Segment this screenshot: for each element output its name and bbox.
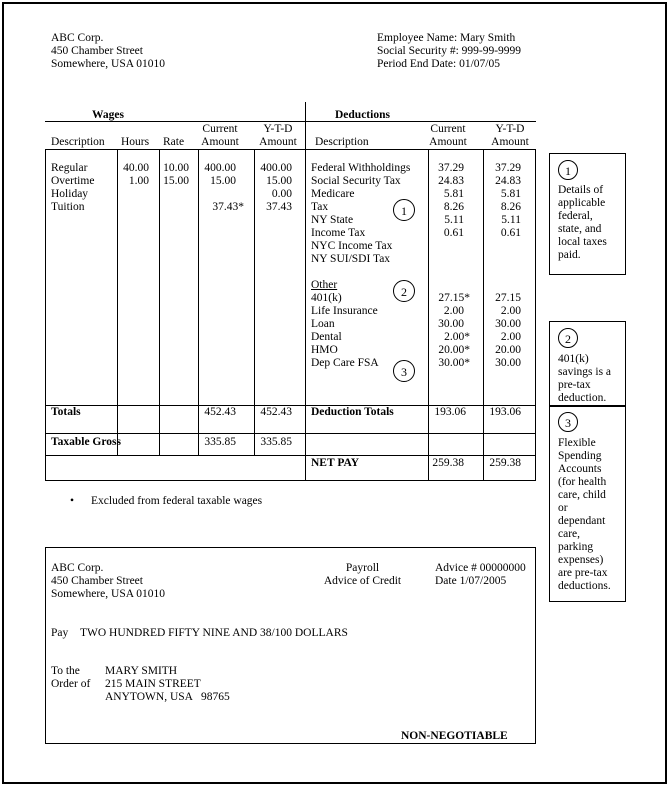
note-2-marker: 2 — [558, 328, 578, 348]
to-the-label: To the — [51, 665, 80, 677]
pay-amount-words: TWO HUNDRED FIFTY NINE AND 38/100 DOLLARS — [80, 627, 348, 639]
wages-current-column — [198, 162, 244, 214]
deduction-description: Federal Withholdings — [311, 162, 411, 174]
wages-header-description: Description — [51, 136, 105, 148]
taxable-gross-ytd: 335.85 — [260, 436, 292, 448]
period-end-date: Period End Date: 01/07/05 — [377, 58, 500, 70]
deduction-ytd: 20.00 — [495, 344, 521, 356]
advice-number: Advice # 00000000 — [435, 562, 526, 574]
deductions-tax-current — [428, 162, 464, 240]
deduction-current: 5.81 — [443, 188, 464, 200]
wage-description: Overtime — [51, 175, 95, 187]
deductions-header-ytd-2: Amount — [491, 136, 529, 148]
deduction-current: 0.61 — [443, 227, 464, 239]
deductions-header-current-1: Current — [430, 123, 466, 135]
note-1-marker: 1 — [558, 160, 578, 180]
wages-hours-column — [117, 162, 149, 188]
wages-header-hours: Hours — [121, 136, 150, 148]
deductions-other-ytd — [483, 292, 521, 370]
deduction-current: 27.15* — [438, 292, 470, 304]
deductions-tax-ytd — [483, 162, 521, 240]
wages-rate-column — [159, 162, 189, 188]
employee-name: Employee Name: Mary Smith — [377, 32, 516, 44]
deduction-ytd: 0.61 — [500, 227, 521, 239]
deductions-header-current-2: Amount — [429, 136, 467, 148]
deduction-ytd: 2.00 — [500, 305, 521, 317]
deduction-current: 2.00 — [443, 305, 464, 317]
deduction-ytd: 5.11 — [501, 214, 521, 226]
wage-current-empty — [198, 188, 236, 201]
deduction-description: 401(k) — [311, 292, 342, 304]
deduction-description: Dental — [311, 331, 342, 343]
deduction-current: 30.00 — [438, 318, 464, 330]
advice-payroll: Payroll — [345, 562, 380, 574]
deduction-current: 8.26 — [443, 201, 464, 213]
wage-rate: 10.00 — [163, 162, 189, 174]
note-3-text: Flexible Spending Accounts (for health care, child or dependant care, parking expenses) are pre-tax deductions. — [558, 437, 611, 592]
deduction-ytd: 8.26 — [500, 201, 521, 213]
deduction-current: 20.00* — [438, 344, 470, 356]
deduction-current: 30.00* — [438, 357, 470, 369]
non-negotiable-stamp: NON-NEGOTIABLE — [401, 730, 508, 742]
wage-description: Holiday — [51, 188, 89, 200]
net-pay-ytd: 259.38 — [489, 457, 521, 469]
wages-totals-current: 452.43 — [204, 406, 236, 418]
payee-street: 215 MAIN STREET — [105, 678, 201, 690]
note-2-text: 401(k) savings is a pre-tax deduction. — [558, 353, 612, 404]
wage-ytd: 0.00 — [271, 188, 292, 200]
deduction-description: Medicare — [311, 188, 355, 200]
wages-totals-ytd: 452.43 — [260, 406, 292, 418]
deduction-description: NY State — [311, 214, 354, 226]
deduction-ytd: 30.00 — [495, 318, 521, 330]
order-of-label: Order of — [51, 678, 91, 690]
employee-ssn: Social Security #: 999-99-9999 — [377, 45, 522, 57]
deduction-description: Life Insurance — [311, 305, 378, 317]
deduction-totals-ytd: 193.06 — [489, 406, 521, 418]
footnote-bullet: • — [70, 495, 75, 507]
taxable-gross-current: 335.85 — [204, 436, 236, 448]
callout-3-marker: 3 — [393, 360, 415, 382]
deductions-other-current — [428, 292, 470, 370]
deductions-other-descriptions — [311, 292, 379, 370]
wage-hours: 1.00 — [128, 175, 149, 187]
advice-employer-name: ABC Corp. — [51, 562, 104, 574]
deduction-ytd: 24.83 — [495, 175, 521, 187]
wage-ytd: 400.00 — [260, 162, 292, 174]
deduction-description: Social Security Tax — [311, 175, 401, 187]
wages-header-current-2: Amount — [201, 136, 239, 148]
deduction-description: Loan — [311, 318, 335, 330]
deduction-description: Income Tax — [311, 227, 366, 239]
deduction-description: HMO — [311, 344, 338, 356]
other-deductions-label: Other — [311, 279, 338, 291]
note-1-text: Details of applicable federal, state, and local taxes paid. — [558, 184, 607, 261]
deduction-current: 24.83 — [438, 175, 464, 187]
wages-header-current-1: Current — [202, 123, 238, 135]
callout-2-marker: 2 — [393, 280, 415, 302]
deductions-header-ytd-1: Y-T-D — [495, 123, 525, 135]
wage-description: Regular — [51, 162, 88, 174]
wages-title: Wages — [92, 109, 124, 121]
deduction-totals-label: Deduction Totals — [311, 406, 394, 418]
wages-totals-label: Totals — [51, 406, 81, 418]
note-3-box — [549, 406, 626, 602]
wages-header-ytd-2: Amount — [259, 136, 297, 148]
wage-current: 400.00 — [204, 162, 236, 174]
wage-ytd: 37.43 — [266, 201, 292, 213]
employer-street: 450 Chamber Street — [51, 45, 143, 57]
wage-current: 37.43* — [212, 201, 244, 213]
deduction-current: 37.29 — [438, 162, 464, 174]
deduction-description: NY SUI/SDI Tax — [311, 253, 391, 265]
advice-date: Date 1/07/2005 — [435, 575, 507, 587]
deduction-ytd: 5.81 — [500, 188, 521, 200]
payee-name: MARY SMITH — [105, 665, 178, 677]
note-3-marker: 3 — [558, 412, 578, 432]
net-pay-label: NET PAY — [311, 457, 360, 469]
wage-rate: 15.00 — [163, 175, 189, 187]
deduction-description: NYC Income Tax — [311, 240, 393, 252]
wage-ytd: 15.00 — [266, 175, 292, 187]
deduction-ytd: 27.15 — [495, 292, 521, 304]
advice-employer-street: 450 Chamber Street — [51, 575, 143, 587]
payee-city: ANYTOWN, USA 98765 — [105, 691, 230, 703]
deduction-totals-current: 193.06 — [434, 406, 466, 418]
wage-description: Tuition — [51, 201, 85, 213]
deduction-description: Tax — [311, 201, 329, 213]
pay-label: Pay — [51, 627, 69, 639]
deduction-current: 2.00* — [444, 331, 470, 343]
advice-employer-city: Somewhere, USA 01010 — [51, 588, 166, 600]
wages-description-column — [51, 162, 94, 214]
wages-header-rate: Rate — [163, 136, 185, 148]
deductions-header-description: Description — [315, 136, 369, 148]
wage-current: 15.00 — [210, 175, 236, 187]
taxable-gross-label: Taxable Gross — [51, 436, 121, 448]
employer-city: Somewhere, USA 01010 — [51, 58, 166, 70]
wages-header-ytd-1: Y-T-D — [263, 123, 293, 135]
deductions-title: Deductions — [335, 109, 390, 121]
advice-of-credit-label: Advice of Credit — [323, 575, 402, 587]
note-1-box — [549, 153, 626, 275]
deduction-ytd: 2.00 — [500, 331, 521, 343]
net-pay-current: 259.38 — [432, 457, 464, 469]
deduction-current: 5.11 — [444, 214, 464, 226]
note-2-box — [549, 321, 626, 406]
deduction-ytd: 37.29 — [495, 162, 521, 174]
callout-1-marker: 1 — [393, 199, 415, 221]
footnote-text: Excluded from federal taxable wages — [91, 495, 263, 507]
deduction-ytd: 30.00 — [495, 357, 521, 369]
wage-hours: 40.00 — [123, 162, 149, 174]
wages-ytd-column — [254, 162, 292, 214]
employer-name: ABC Corp. — [51, 32, 104, 44]
deduction-description: Dep Care FSA — [311, 357, 379, 369]
